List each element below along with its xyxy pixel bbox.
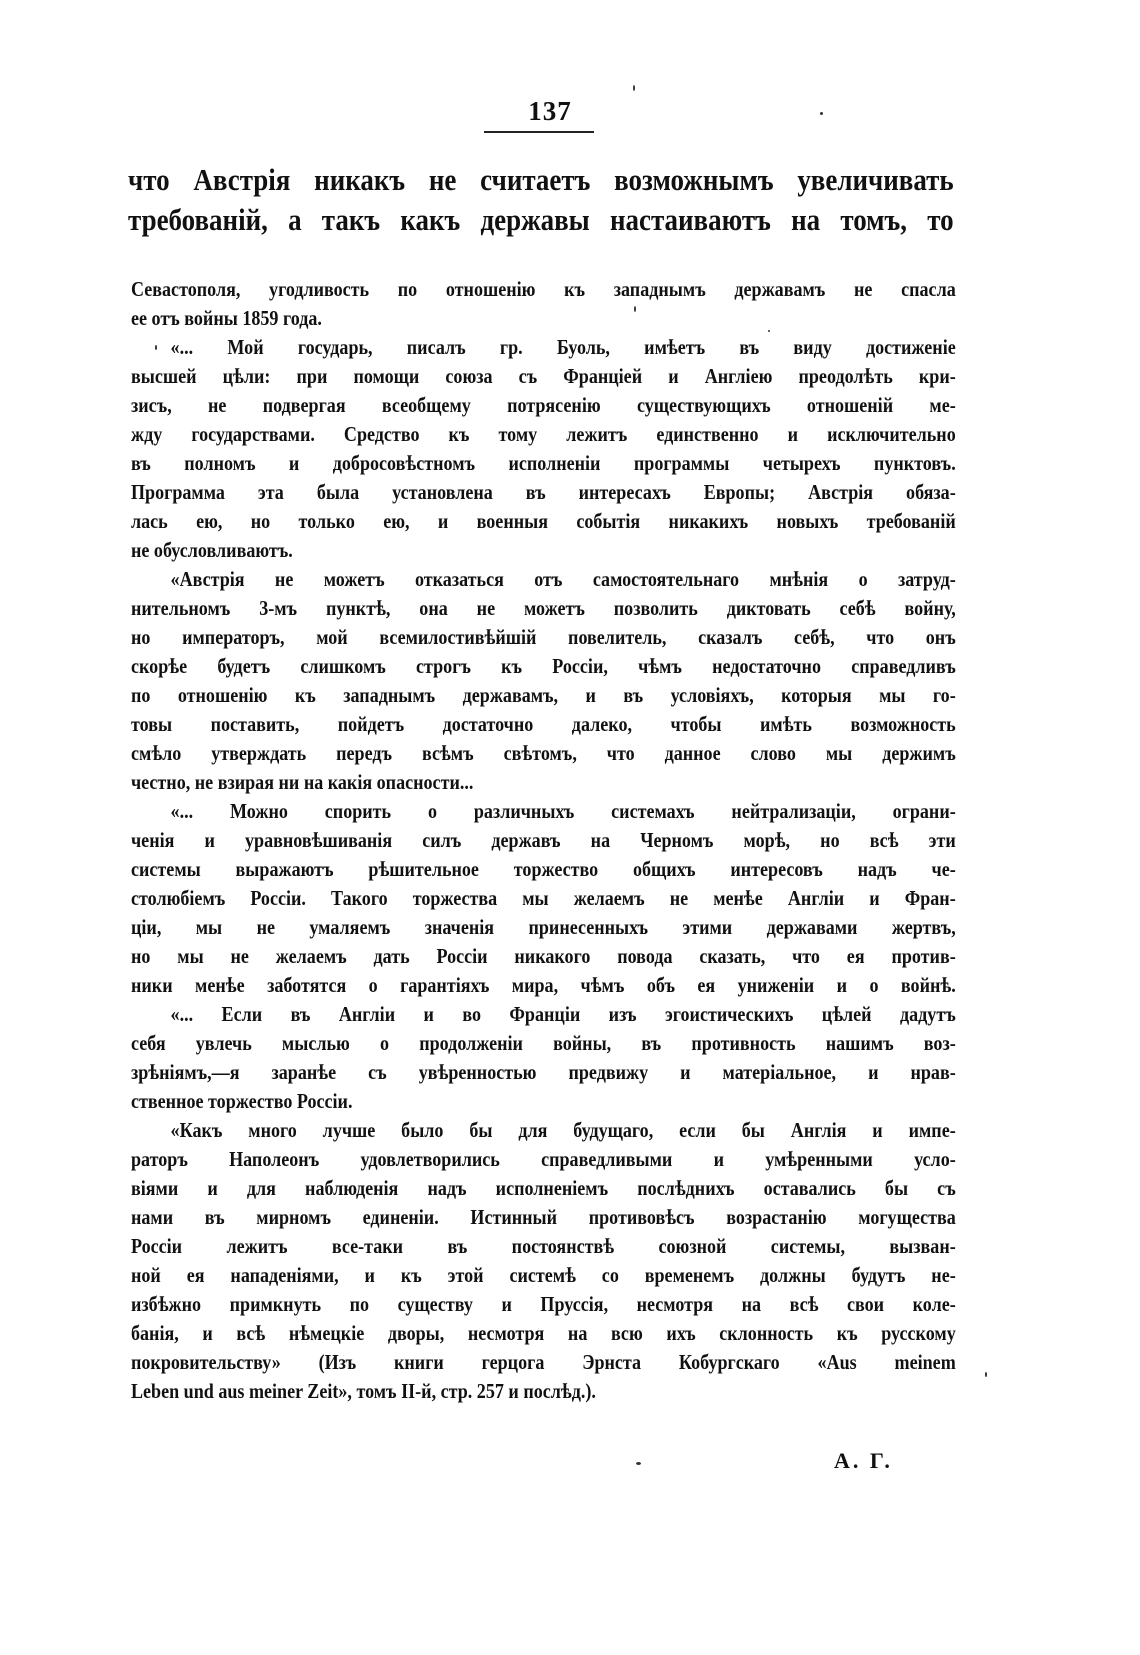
text-line: себя увлечь мыслью о продолженіи войны, въ противность нашимъ воз- xyxy=(131,1031,956,1055)
text-line: віями и для наблюденія надъ исполненіемъ послѣднихъ оставались бы съ xyxy=(131,1176,956,1200)
text-line: но мы не желаемъ дать Россіи никакого повода сказать, что ея против- xyxy=(131,944,956,968)
text-line: системы выражаютъ рѣшительное торжество общихъ интересовъ надъ че- xyxy=(131,857,956,881)
text-line: лась ею, но только ею, и военныя событія никакихъ новыхъ требованій xyxy=(131,509,956,533)
text-line: ченія и уравновѣшиванія силъ державъ на Черномъ морѣ, но всѣ эти xyxy=(131,828,956,852)
text-line: раторъ Наполеонъ удовлетворились справедливыми и умѣренными усло- xyxy=(131,1147,956,1171)
page-number: 137 xyxy=(528,96,572,126)
text-line: ники менѣе заботятся о гарантіяхъ мира, чѣмъ объ ея униженіи и о войнѣ. xyxy=(131,973,956,997)
body-text-block xyxy=(131,275,956,1406)
text-line: зрѣніямъ,—я заранѣе съ увѣренностью предвижу и матеріальное, и нрав- xyxy=(131,1060,956,1084)
text-line: Россіи лежитъ все-таки въ постоянствѣ союзной системы, вызван- xyxy=(131,1234,956,1258)
text-line: жду государствами. Средство къ тому лежитъ единственно и исключительно xyxy=(131,422,956,446)
text-line: не обусловливаютъ. xyxy=(131,538,293,562)
scan-speck xyxy=(634,306,636,312)
text-line: «... Мой государь, писалъ гр. Буоль, имѣетъ въ виду достиженіе xyxy=(170,335,956,359)
large-text-block xyxy=(128,160,954,240)
scan-speck xyxy=(768,330,770,332)
text-line: товы поставить, пойдетъ достаточно далеко, чтобы имѣть возможность xyxy=(131,712,956,736)
page-number-underline xyxy=(484,131,594,133)
text-line: «Австрія не можетъ отказаться отъ самостоятельнаго мнѣнія о затруд- xyxy=(170,567,956,591)
text-line: зисъ, не подвергая всеобщему потрясенію существующихъ отношеній ме- xyxy=(131,393,956,417)
text-line: скорѣе будетъ слишкомъ строгъ къ Россіи, чѣмъ недостаточно справедливъ xyxy=(131,654,956,678)
scan-speck xyxy=(155,345,157,350)
text-line: по отношенію къ западнымъ державамъ, и въ условіяхъ, которыя мы го- xyxy=(131,683,956,707)
text-line: смѣло утверждать передъ всѣмъ свѣтомъ, что данное слово мы держимъ xyxy=(131,741,956,765)
large-text-line: требованій, а такъ какъ державы настаиваютъ на томъ, то xyxy=(128,202,954,237)
scan-speck xyxy=(636,1462,641,1465)
scan-speck xyxy=(985,1372,987,1377)
text-line: честно, не взирая ни на какія опасности... xyxy=(131,770,474,794)
text-line: Программа эта была установлена въ интересахъ Европы; Австрія обяза- xyxy=(131,480,956,504)
text-line: избѣжно примкнуть по существу и Пруссія, несмотря на всѣ свои коле- xyxy=(131,1292,956,1316)
text-line: «Какъ много лучше было бы для будущаго, если бы Англія и импе- xyxy=(170,1118,956,1142)
text-line: ціи, мы не умаляемъ значенія принесенныхъ этими державами жертвъ, xyxy=(131,915,956,939)
text-line: въ полномъ и добросовѣстномъ исполненіи программы четырехъ пунктовъ. xyxy=(131,451,956,475)
text-line: «... Если въ Англіи и во Франціи изъ эгоистическихъ цѣлей дадутъ xyxy=(170,1002,956,1026)
author-signature: А. Г. xyxy=(834,1448,893,1473)
text-line: Leben und aus meiner Zeit», томъ II-й, стр. 257 и послѣд.). xyxy=(131,1379,596,1403)
text-line: ной ея нападеніями, и къ этой системѣ со временемъ должны будутъ не- xyxy=(131,1263,956,1287)
text-line: «... Можно спорить о различныхъ системахъ нейтрализаціи, ограни- xyxy=(170,799,956,823)
text-line: ее отъ войны 1859 года. xyxy=(131,306,322,330)
text-line: нительномъ 3-мъ пунктѣ, она не можетъ позволить диктовать себѣ войну, xyxy=(131,596,956,620)
text-line: ственное торжество Россіи. xyxy=(131,1089,353,1113)
text-line: столюбіемъ Россіи. Такого торжества мы желаемъ не менѣе Англіи и Фран- xyxy=(131,886,956,910)
text-line: Севастополя, угодливость по отношенію къ западнымъ державамъ не спасла xyxy=(131,277,956,301)
text-line: высшей цѣли: при помощи союза съ Франціей и Англіею преодолѣть кри- xyxy=(131,364,956,388)
text-line: покровительству» (Изъ книги герцога Эрнста Кобургскаго «Aus meinem xyxy=(131,1350,956,1374)
text-line: нами въ мирномъ единеніи. Истинный противовѣсъ возрастанію могущества xyxy=(131,1205,956,1229)
text-line: но императоръ, мой всемилостивѣйшій повелитель, сказалъ себѣ, что онъ xyxy=(131,625,956,649)
large-text-line: что Австрія никакъ не считаетъ возможнымъ увеличивать xyxy=(128,162,954,197)
scan-speck xyxy=(820,112,823,115)
text-line: банія, и всѣ нѣмецкіе дворы, несмотря на всю ихъ склонность къ русскому xyxy=(131,1321,956,1345)
scan-speck xyxy=(633,85,635,91)
